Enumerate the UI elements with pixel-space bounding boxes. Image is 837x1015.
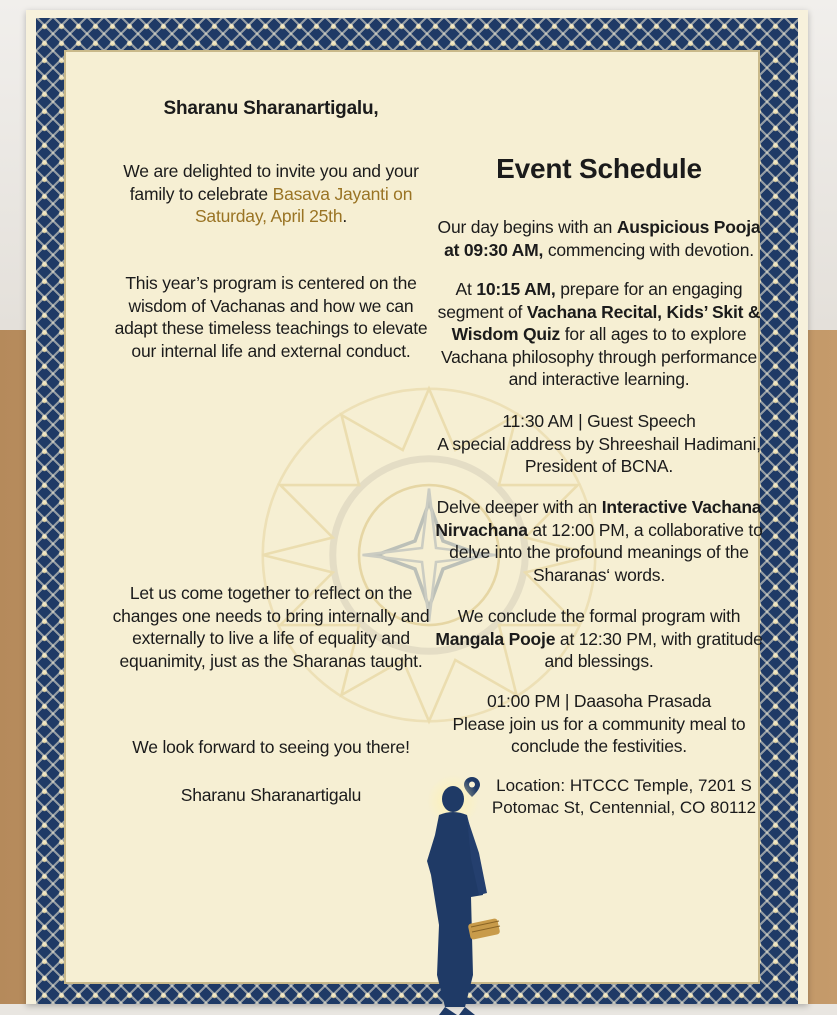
e6-title: 01:00 PM | Daasoha Prasada xyxy=(486,691,712,711)
invitation-content xyxy=(64,50,763,984)
e1-text: Our day begins with an xyxy=(437,217,617,237)
e1-end: commencing with devotion. xyxy=(543,239,754,260)
e5-end: at 12:30 PM, with gratitude and blessings. xyxy=(544,628,763,671)
greeting: Sharanu Sharanartigalu, xyxy=(163,98,379,119)
e1-bold-time: at 09:30 AM, xyxy=(444,239,544,260)
basavanna-silhouette xyxy=(409,775,504,1015)
e3-title: 11:30 AM | Guest Speech xyxy=(502,411,696,431)
invitation-card xyxy=(26,10,808,1004)
e2-text: At xyxy=(455,279,477,299)
event-mangala xyxy=(434,605,764,673)
reflect-text: Let us come together to reflect on the changes one needs to bring internally and externally to live a life of equality and equanimity, just as the Sharanas taught. xyxy=(112,583,430,671)
program-text: This year’s program is centered on the wisdom of Vachanas and how we can adapt these timeless teachings to elevate our internal life and external conduct. xyxy=(114,273,428,361)
reflect-paragraph xyxy=(106,582,436,672)
event-recital xyxy=(434,278,764,391)
event-pooja xyxy=(434,216,764,261)
forward-text: We look forward to seeing you there! xyxy=(132,737,410,757)
invite-date-highlight: Basava Jayanti on Saturday, April 25th xyxy=(194,183,413,226)
e6-body: Please join us for a community meal to conclude the festivities. xyxy=(452,713,746,756)
e1-bold-pooja: Auspicious Pooja xyxy=(616,217,761,237)
location-text: Location: HTCCC Temple, 7201 S Potomac St, Centennial, CO 80112 xyxy=(491,776,757,817)
schedule-title: Event Schedule xyxy=(496,153,702,184)
e5-bold: Mangala Pooje xyxy=(435,628,556,649)
e2-bold-recital: Vachana Recital, Kids’ Skit & Wisdom Quiz xyxy=(451,301,761,344)
e4-text: Delve deeper with an xyxy=(436,497,602,517)
schedule-heading xyxy=(434,152,764,186)
e2-end: for all ages to to explore Vachana philosophy through performance and interactive learning. xyxy=(440,324,758,389)
invite-end: . xyxy=(342,206,348,226)
left-column xyxy=(106,98,436,121)
e4-end: at 12:00 PM, a collaborative to delve into the profound meanings of the Sharanas‘ words. xyxy=(449,519,763,585)
e5-text: We conclude the formal program with xyxy=(457,606,741,626)
forward-paragraph xyxy=(106,736,436,759)
event-prasada xyxy=(434,690,764,758)
signoff-paragraph xyxy=(106,784,436,807)
program-paragraph xyxy=(106,272,436,362)
event-guest-speech xyxy=(434,410,764,478)
e2-mid: prepare for an engaging segment of xyxy=(437,279,743,322)
e2-bold-time: 10:15 AM, xyxy=(476,279,556,299)
e3-body: A special address by Shreeshail Hadimani, President of BCNA. xyxy=(437,433,761,476)
invite-text: We are delighted to invite you and your family to celebrate xyxy=(123,161,419,204)
event-nirvachana xyxy=(434,496,764,586)
invite-paragraph xyxy=(106,160,436,228)
e4-bold: Interactive Vachana Nirvachana xyxy=(435,497,762,540)
signoff-text: Sharanu Sharanartigalu xyxy=(180,785,362,805)
